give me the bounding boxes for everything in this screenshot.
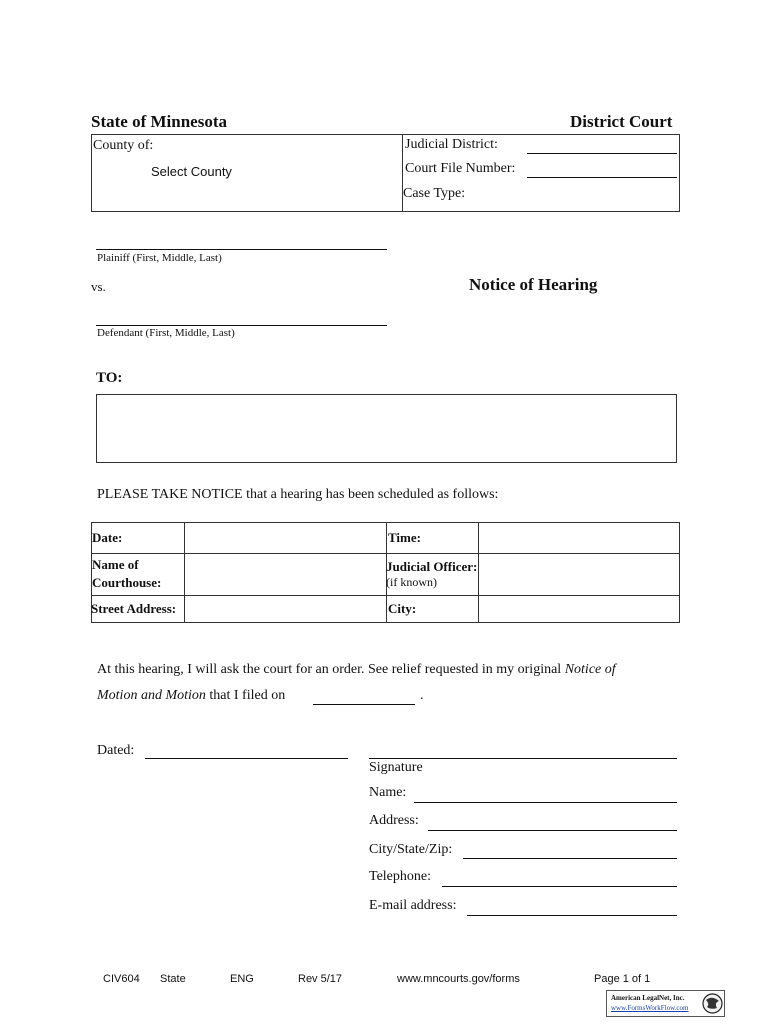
plaintiff-field[interactable]	[96, 249, 387, 250]
signature-field[interactable]	[369, 758, 677, 759]
county-select[interactable]: Select County	[151, 164, 232, 179]
officer-field[interactable]	[479, 554, 678, 594]
order-period: .	[420, 688, 424, 703]
footer-state: State	[160, 973, 186, 985]
officer-note: (if known)	[386, 575, 437, 589]
plaintiff-label: Plainiff (First, Middle, Last)	[97, 252, 222, 264]
courthouse-label-1: Name of	[92, 557, 139, 572]
notice-text: PLEASE TAKE NOTICE that a hearing has been scheduled as follows:	[97, 487, 499, 502]
logo-text-2: www.FormsWorkFlow.com	[611, 1004, 689, 1012]
city-state-zip-field[interactable]	[463, 858, 677, 859]
city-label: City:	[388, 601, 417, 616]
email-field[interactable]	[467, 915, 677, 916]
footer-rev: Rev 5/17	[298, 973, 343, 985]
date-label: Date:	[92, 530, 123, 545]
order-italic-1: Notice of	[564, 662, 616, 677]
dated-field[interactable]	[145, 758, 348, 759]
judicial-district-label: Judicial District:	[405, 137, 498, 152]
name-label: Name:	[369, 785, 407, 800]
email-label: E-mail address:	[369, 898, 457, 913]
order-text-part2: that I filed on	[209, 688, 286, 703]
filed-on-field[interactable]	[313, 704, 415, 705]
globe-icon	[702, 993, 723, 1014]
time-label: Time:	[388, 530, 421, 545]
telephone-label: Telephone:	[369, 869, 431, 884]
court-file-label: Court File Number:	[405, 161, 516, 176]
court-file-field[interactable]	[527, 177, 677, 178]
street-label: Street Address:	[91, 601, 177, 616]
footer-lang: ENG	[230, 973, 254, 985]
signature-label: Signature	[369, 760, 423, 775]
legalnet-logo[interactable]	[606, 990, 725, 1017]
footer-form-code: CIV604	[103, 973, 140, 985]
defendant-field[interactable]	[96, 325, 387, 326]
state-title: State of Minnesota	[91, 112, 227, 131]
officer-label: Judicial Officer:	[386, 559, 478, 574]
telephone-field[interactable]	[442, 886, 677, 887]
order-line-2	[97, 688, 285, 704]
name-field[interactable]	[414, 802, 677, 803]
date-field[interactable]	[185, 524, 385, 552]
to-field[interactable]	[96, 394, 677, 463]
judicial-district-field[interactable]	[527, 153, 677, 154]
notice-title: Notice of Hearing	[469, 275, 598, 294]
street-field[interactable]	[185, 596, 385, 622]
address-label: Address:	[369, 813, 419, 828]
county-label: County of:	[93, 138, 154, 153]
order-line-1	[97, 662, 616, 678]
court-title: District Court	[570, 112, 673, 131]
city-field[interactable]	[479, 596, 678, 622]
defendant-label: Defendant (First, Middle, Last)	[97, 327, 235, 339]
courthouse-label-2: Courthouse:	[92, 575, 162, 590]
address-field[interactable]	[428, 830, 677, 831]
dated-label: Dated:	[97, 743, 135, 758]
vs-label: vs.	[91, 279, 106, 294]
logo-text-1: American LegalNet, Inc.	[611, 994, 685, 1002]
time-field[interactable]	[479, 524, 678, 552]
city-state-zip-label: City/State/Zip:	[369, 842, 453, 857]
to-label: TO:	[96, 370, 123, 386]
order-italic-2: Motion and Motion	[97, 688, 206, 703]
courthouse-field[interactable]	[185, 554, 385, 594]
case-type-label: Case Type:	[403, 186, 466, 201]
footer-url[interactable]: www.mncourts.gov/forms	[397, 973, 520, 985]
order-text-part1: At this hearing, I will ask the court for an order. See relief requested in my original	[97, 662, 562, 677]
footer-page: Page 1 of 1	[594, 973, 651, 985]
